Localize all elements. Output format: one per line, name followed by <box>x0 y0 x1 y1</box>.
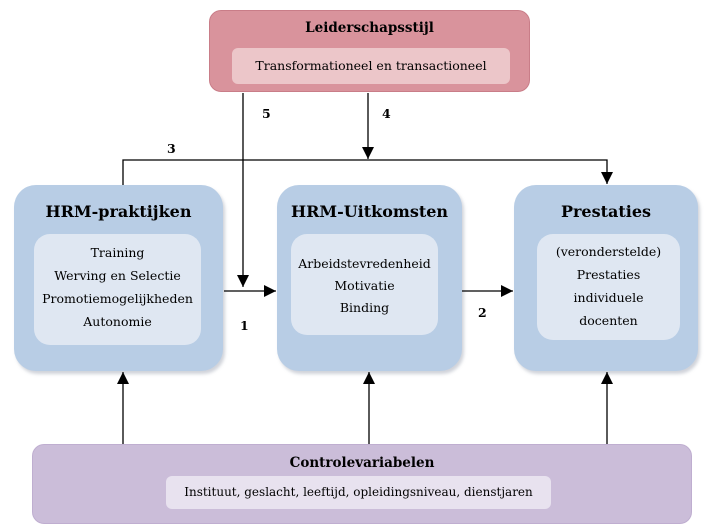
list-item: Prestaties <box>576 267 641 282</box>
label-3: 3 <box>167 141 176 156</box>
list-item: individuele <box>573 290 644 305</box>
performance-title: Prestaties <box>560 202 652 221</box>
control-variables-title: Controlevariabelen <box>289 455 435 471</box>
list-item: Training <box>90 245 145 260</box>
label-1: 1 <box>240 318 249 333</box>
list-item: Promotiemogelijkheden <box>42 291 193 306</box>
list-item: Arbeidstevredenheid <box>298 256 431 271</box>
arrow-3 <box>123 160 607 185</box>
list-item: Binding <box>339 300 390 315</box>
leadership-style-subtitle: Transformationeel en transactioneel <box>232 48 510 84</box>
list-item: Werving en Selectie <box>54 268 181 283</box>
hrm-practices-title: HRM-praktijken <box>45 202 192 221</box>
control-variables-subtitle: Instituut, geslacht, leeftijd, opleidingsniveau, dienstjaren <box>166 476 551 509</box>
list-item: Motivatie <box>334 278 395 293</box>
list-item: Autonomie <box>83 314 152 329</box>
hrm-outcomes-title: HRM-Uitkomsten <box>290 202 449 221</box>
label-2: 2 <box>478 305 487 320</box>
list-item: docenten <box>579 313 638 328</box>
leadership-style-title: Leiderschapsstijl <box>305 20 434 36</box>
list-item: (veronderstelde) <box>555 244 662 259</box>
label-5: 5 <box>262 106 271 121</box>
label-4: 4 <box>382 106 391 121</box>
